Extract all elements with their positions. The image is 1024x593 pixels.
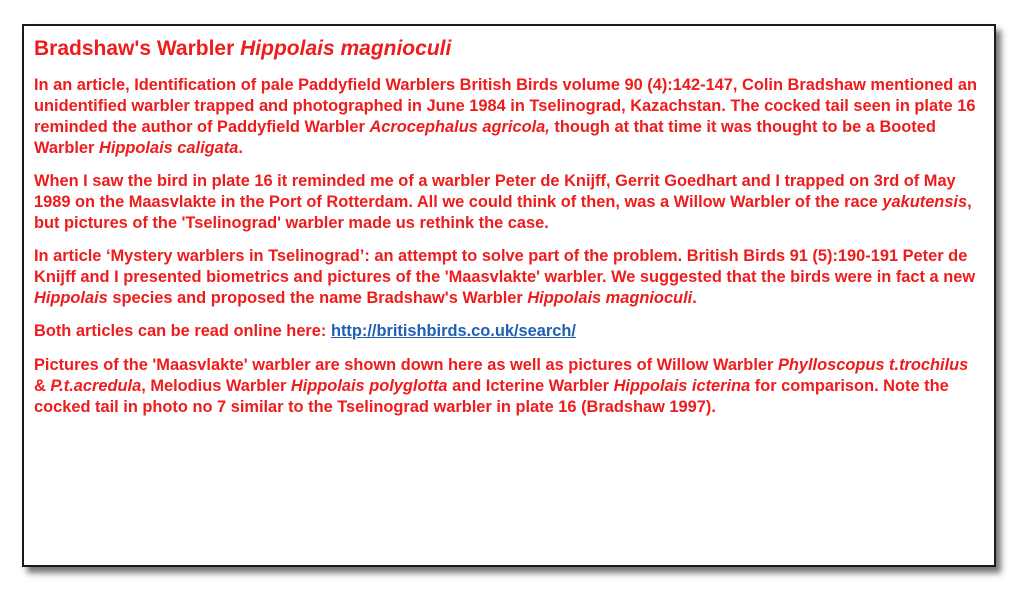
paragraph-text: , Melodius Warbler	[141, 377, 291, 395]
paragraph-identification-article	[34, 75, 980, 159]
paragraph-text: Pictures of the 'Maasvlakte' warbler are shown down here as well as pictures of Willow Warbler	[34, 356, 778, 374]
scientific-name: Phylloscopus t.trochilus	[777, 356, 969, 374]
page-title	[34, 36, 980, 62]
scientific-name: Hippolais polyglotta	[290, 377, 448, 395]
paragraph-text: for comparison. Note the cocked tail in photo no 7 similar to the Tselinograd warbler in plate 16 (Bradshaw 1997).	[34, 377, 949, 416]
title-scientific-name: Hippolais magnioculi	[240, 37, 452, 60]
scientific-name: yakutensis	[882, 193, 968, 211]
paragraph-maasvlakte-warbler	[34, 171, 980, 234]
paragraph-text: and Icterine Warbler	[447, 377, 614, 395]
paragraph-text: .	[692, 289, 697, 307]
title-common-name: Bradshaw's Warbler	[34, 37, 241, 60]
scientific-name: Hippolais icterina	[613, 377, 751, 395]
paragraph-online-articles	[34, 321, 980, 342]
scientific-name: P.t.acredula	[50, 377, 142, 395]
paragraph-text: In article ‘Mystery warblers in Tselinograd’: an attempt to solve part of the problem. British Birds 91 (5):190-191 Peter de Knijff and I presented biometrics and pictures of the 'Maasvlakte' warbler. We suggested that the birds were in fact a new	[34, 247, 976, 286]
paragraph-text: though at that time it was thought to be a Booted Warbler	[34, 118, 936, 157]
paragraph-text: , but pictures of the 'Tselinograd' warbler made us rethink the case.	[34, 193, 972, 232]
scientific-name: Hippolais	[34, 289, 108, 307]
paragraph-text: .	[238, 139, 243, 157]
scientific-name: Acrocephalus agricola,	[369, 118, 550, 136]
paragraph-text: Both articles can be read online here:	[34, 322, 331, 340]
paragraph-text: In an article, Identification of pale Paddyfield Warblers British Birds volume 90 (4):142-147, Colin Bradshaw mentioned an unidentified warbler trapped and photographed in June 1984 in Tselinograd, Kazachstan. The cocked tail seen in plate 16 reminded the author of Paddyfield Warbler	[34, 76, 977, 136]
paragraph-text: &	[34, 377, 51, 395]
british-birds-search-link[interactable]: http://britishbirds.co.uk/search/	[330, 322, 576, 340]
scientific-name: Hippolais magnioculi	[527, 289, 693, 307]
paragraph-text: When I saw the bird in plate 16 it reminded me of a warbler Peter de Knijff, Gerrit Goedhart and I trapped on 3rd of May 1989 on the Maasvlakte in the Port of Rotterdam. All we could think of then, was a Willow Warbler of the race	[34, 172, 956, 211]
paragraph-mystery-warblers-article	[34, 246, 980, 309]
paragraph-text: species and proposed the name Bradshaw's Warbler	[107, 289, 528, 307]
article-box	[22, 24, 996, 567]
scientific-name: Hippolais caligata	[98, 139, 239, 157]
paragraph-pictures-comparison	[34, 355, 980, 418]
